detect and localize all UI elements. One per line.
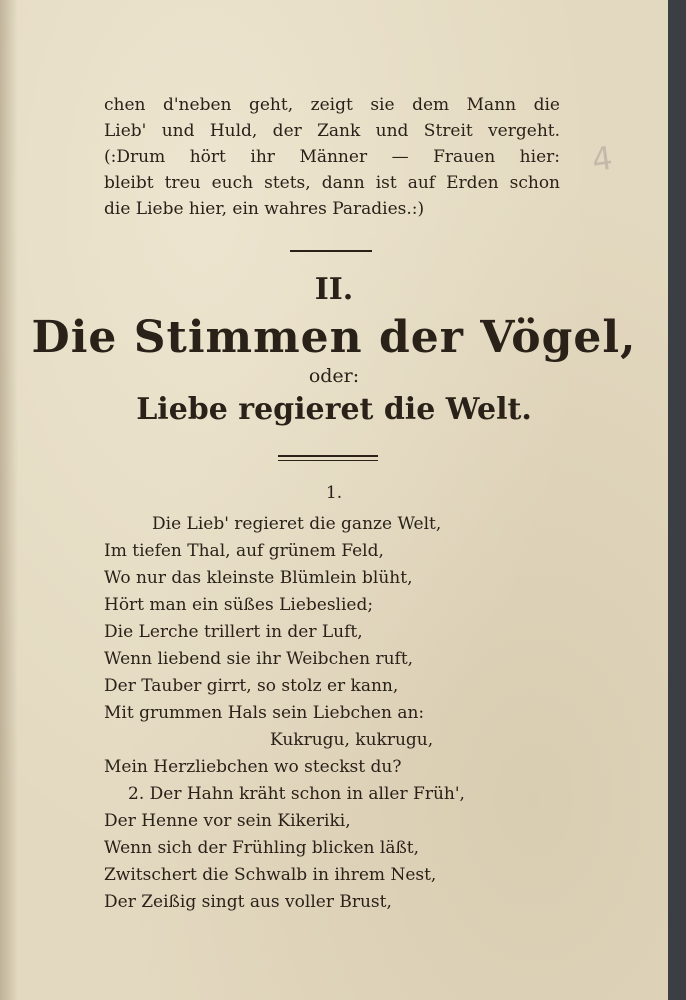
divider-rule bbox=[290, 250, 372, 252]
paragraph-line: Lieb' und Huld, der Zank und Streit vergeht. bbox=[104, 121, 560, 141]
scan-background-edge bbox=[668, 0, 686, 1000]
section-numeral: II. bbox=[314, 272, 354, 307]
verse-line: Mit grummen Hals sein Liebchen an: bbox=[104, 703, 425, 723]
verse-line: Die Lerche trillert in der Luft, bbox=[104, 622, 363, 642]
verse-line: Kukrugu, kukrugu, bbox=[270, 730, 434, 750]
divider-rule bbox=[278, 455, 378, 457]
paragraph-line: die Liebe hier, ein wahres Paradies.:) bbox=[104, 199, 425, 219]
opening-paragraph bbox=[104, 92, 560, 222]
section-title: Die Stimmen der Vögel, bbox=[31, 312, 637, 363]
verse-line: Die Lieb' regieret die ganze Welt, bbox=[152, 514, 442, 534]
verse-line: 2. Der Hahn kräht schon in aller Früh', bbox=[128, 784, 465, 804]
verse-line: Der Henne vor sein Kikeriki, bbox=[104, 811, 351, 831]
paragraph-line: (:Drum hört ihr Männer — Frauen hier: bbox=[104, 147, 560, 167]
verse-line: Hört man ein süßes Liebeslied; bbox=[104, 595, 374, 615]
margin-note: 4 bbox=[589, 138, 615, 180]
divider-rule bbox=[278, 460, 378, 461]
stanza-number: 1. bbox=[325, 483, 343, 503]
verse-line: Der Zeißig singt aus voller Brust, bbox=[104, 892, 392, 912]
verse-line: Wo nur das kleinste Blümlein blüht, bbox=[104, 568, 413, 588]
verse-line: Wenn liebend sie ihr Weibchen ruft, bbox=[104, 649, 414, 669]
verse-line: Zwitschert die Schwalb in ihrem Nest, bbox=[104, 865, 437, 885]
verse-line: Wenn sich der Frühling blicken läßt, bbox=[104, 838, 420, 858]
verse-line: Im tiefen Thal, auf grünem Feld, bbox=[104, 541, 384, 561]
paragraph-line: chen d'neben geht, zeigt sie dem Mann die bbox=[104, 95, 560, 115]
section-connector: oder: bbox=[308, 365, 360, 387]
verse-line: Mein Herzliebchen wo steckst du? bbox=[104, 757, 402, 777]
paragraph-line: bleibt treu euch stets, dann ist auf Erden schon bbox=[104, 173, 560, 193]
verse-line: Der Tauber girrt, so stolz er kann, bbox=[104, 676, 399, 696]
section-subtitle: Liebe regieret die Welt. bbox=[136, 392, 532, 427]
